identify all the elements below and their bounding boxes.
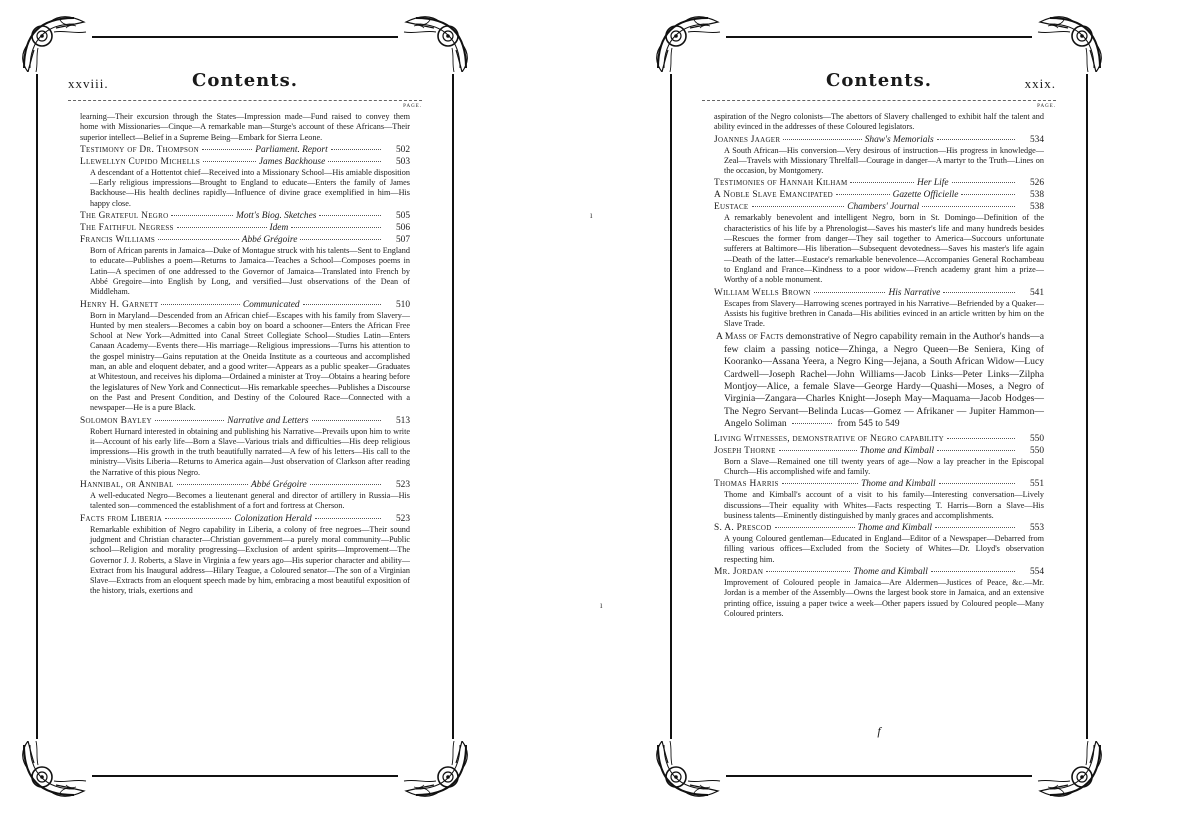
contents-entry xyxy=(714,478,1044,521)
leader-dots xyxy=(814,292,886,293)
leader-dots xyxy=(937,450,1015,451)
entry-name: The Grateful Negro xyxy=(80,211,169,222)
entry-name: The Faithful Negress xyxy=(80,223,174,234)
leader-dots xyxy=(766,571,850,572)
mass-of-facts-entry xyxy=(714,331,1044,430)
mass-text: demonstrative of Negro capability remain in the Author's hands—a few claim a passing notice—Zhinga, a Negro Queen—Be Seniera, King of Kooranko—Assana Yeera, a Negro King—Jejana, a South African Widow—Lucy Cardwell—Joseph Rachel—John Williams—Jacob Links—Peter Links—Zilpha Montjoy—Alice, a female Slave—George Hardy—Quashi—Moses, a Negro of Virginia—Zangara—Charles Knight—Joseph May—Maquama—Jacob Hodges—The Negro Servant—Belinda Lucas—Gomez — Afrikaner — Jupiter Hammon—Angelo Soliman xyxy=(724,331,1044,430)
entry-source: Narrative and Letters xyxy=(227,415,309,426)
entry-source: Mott's Biog. Sketches xyxy=(236,211,317,222)
leader-dots xyxy=(177,227,267,228)
entry-description: A descendant of a Hottentot chief—Received into a Missionary School—His amiable disposition—Early religious impressions—Brought to England to educate—Enters the family of James Backhouse—His health declines rapidly—Influence of divine grace exemplified in him—His happy close. xyxy=(90,167,410,208)
entry-description: Born in Maryland—Descended from an African chief—Escapes with his family from Slavery—Hunted by men stealers—Becomes a cabin boy on board a schooner—Enters the African Free School at New York—Admitted into Canal Street Collegiate School—Studies Latin—Enters Canaan Academy—Events there—His marriage—Religious impressions—Turns his attention to the gospel ministry—Gains reputation at the Oneida Institute as a courteous and accomplished man, an able and eloquent debater, and a good writer—Appears as a public speaker—Graduates at Whitestoun, and receives his diploma—Ordained a minister at Troy—Obtains a hearing before the legislatures of New York and Connecticut—His remarkable speeches—Publishes a Discourse on the Past and Present Condition, and Destiny of the Coloured Race—Connected with a newspaper—He is a pure Black. xyxy=(90,310,410,413)
corner-ornament-icon xyxy=(400,741,470,799)
entry-page: 503 xyxy=(395,156,410,167)
left-page xyxy=(20,14,470,799)
entry-name: Henry H. Garnett xyxy=(80,299,159,310)
corner-ornament-icon xyxy=(654,741,724,799)
entry-description: Improvement of Coloured people in Jamaica—Are Aldermen—Justices of Peace, &c.—Mr. Jordan is a member of the Assembly—Owns the largest book store in Jamaica, and an extensive printing office, issuing a paper twice a week—Other papers issued by Coloured people—Many Coloured printers. xyxy=(724,578,1044,618)
contents-entry xyxy=(80,479,410,512)
entry-source: Gazette Officielle xyxy=(892,190,959,201)
entry-source: Abbé Grégoire xyxy=(241,235,298,246)
leader-dots xyxy=(177,484,248,485)
entry-page: 554 xyxy=(1029,567,1044,578)
entry-page: 550 xyxy=(1029,445,1044,456)
header-rule xyxy=(702,100,1056,101)
entry-source: His Narrative xyxy=(888,287,941,298)
entry-page: 534 xyxy=(1029,134,1044,145)
contents-entry xyxy=(80,156,410,209)
right-page xyxy=(654,14,1104,799)
leader-dots xyxy=(312,420,381,421)
entry-page: 523 xyxy=(395,480,411,491)
leader-dots xyxy=(752,206,845,207)
leader-dots xyxy=(939,483,1015,484)
corner-ornament-icon xyxy=(1034,741,1104,799)
contents-entry xyxy=(714,177,1044,189)
leader-dots xyxy=(779,450,857,451)
entry-page: 541 xyxy=(1029,287,1045,298)
contents-list xyxy=(714,112,1044,620)
entry-name: Llewellyn Cupido Michells xyxy=(80,156,201,167)
leader-dots xyxy=(783,139,861,140)
contents-entry xyxy=(80,222,410,234)
page-title: Contents. xyxy=(826,70,932,91)
leader-dots xyxy=(310,484,381,485)
leader-dots xyxy=(850,182,914,183)
contents-entry xyxy=(714,201,1044,285)
leader-dots xyxy=(203,161,256,162)
border-top xyxy=(726,36,1032,38)
corner-ornament-icon xyxy=(400,14,470,72)
entry-name: Mr. Jordan xyxy=(714,567,764,578)
leader-dots xyxy=(171,215,233,216)
entry-page: 553 xyxy=(1029,523,1044,534)
leader-dots xyxy=(782,483,858,484)
contents-entry xyxy=(80,234,410,297)
entry-source: Thome and Kimball xyxy=(859,445,935,456)
entry-name: Eustace xyxy=(714,202,749,213)
page-column-label: PAGE. xyxy=(1037,104,1056,109)
border-top xyxy=(92,36,398,38)
leader-dots xyxy=(935,527,1015,528)
leader-dots xyxy=(775,527,855,528)
contents-entry xyxy=(80,415,410,478)
continued-text: aspiration of the Negro colonists—The abettors of Slavery challenged to exhibit half the talent and ability evinced in the addresses of these Coloured legislators. xyxy=(714,112,1044,132)
entry-source: Thome and Kimball xyxy=(861,479,936,490)
entry-page: 507 xyxy=(395,235,410,246)
entry-page: 506 xyxy=(395,223,411,234)
entry-description: Remarkable exhibition of Negro capability in Liberia, a colony of free negroes—Their sound judgment and Christian character—Christian government—a purely moral community—Public school—Religion and morality progressing—Exclusion of ardent spirits—Improvement—The Governor J. J. Roberts, a Slave in Virginia a few years ago—His superior character and ability—Extract from his Inaugural address—Hilary Teague, a Coloured senator—The son of a Virginian Slave—Extracts from an eloquent speech made by him, embracing a most beautiful exposition of the history, trials, exertions and xyxy=(90,524,410,596)
entry-name: Joannes Jaager xyxy=(714,134,781,145)
entry-description: A remarkably benevolent and intelligent Negro, born in St. Domingo—Definition of the characteristics of his life by a Phrenologist—Saves his master's life and many hundreds besides—Rescues the former from danger—They sail together to America—Succours unfortunate sufferers at Baltimore—His liberation—Subsequent devotedness—Saves his master's life again—Death of the latter—Eustace's remarkable benevolence—Accompanies General Rochambeau to England and France—Kindness to a poor widow—French academy grant him a prize—Worthy of a noble monument. xyxy=(724,213,1044,285)
leader-dots xyxy=(937,139,1015,140)
leader-dots xyxy=(961,194,1015,195)
entry-page: 523 xyxy=(395,513,411,524)
page-column-label: PAGE. xyxy=(403,104,422,109)
leader-dots xyxy=(319,215,381,216)
header-rule xyxy=(68,100,422,101)
leader-dots xyxy=(315,518,381,519)
contents-entry xyxy=(80,210,410,222)
leader-dots xyxy=(161,304,239,305)
leader-dots xyxy=(300,239,381,240)
entry-name: Solomon Bayley xyxy=(80,415,152,426)
entry-page: 551 xyxy=(1029,479,1044,490)
entry-name: Joseph Thorne xyxy=(714,445,776,456)
contents-entry xyxy=(714,522,1044,565)
border-left xyxy=(670,74,672,739)
gutter-mark: ı xyxy=(600,600,603,610)
entry-name: S. A. Prescod xyxy=(714,523,772,534)
entry-page: 513 xyxy=(395,415,410,426)
page-number: xxix. xyxy=(1024,76,1056,91)
entry-name: Facts from Liberia xyxy=(80,513,163,524)
entry-name: Living Witnesses, demonstrative of Negro capability xyxy=(714,433,944,444)
mass-lead: A Mass of Facts xyxy=(716,331,784,343)
entry-source: Thome and Kimball xyxy=(853,567,928,578)
corner-ornament-icon xyxy=(20,741,90,799)
entry-description: A young Coloured gentleman—Educated in England—Editor of a Newspaper—Debarred from filling various offices—Excluded from the Society of Whites—Dr. Lloyd's observation respecting him. xyxy=(724,534,1044,564)
contents-entry xyxy=(714,134,1044,177)
entry-source: Shaw's Memorials xyxy=(864,134,934,145)
entry-name: Testimony of Dr. Thompson xyxy=(80,144,199,155)
entry-description: Thome and Kimball's account of a visit to his family—Interesting conversation—Lively discussions—Their equality with Whites—Facts respecting T. Harris—Born a Slave—His business talents—Eminently distinguished by manly graces and accomplishments. xyxy=(724,490,1044,520)
contents-entry xyxy=(714,189,1044,201)
entry-source: James Backhouse xyxy=(258,156,326,167)
contents-entry xyxy=(80,513,410,597)
page-header xyxy=(68,70,422,98)
leader-dots xyxy=(931,571,1015,572)
leader-dots xyxy=(303,304,381,305)
entry-name: Hannibal, or Annibal xyxy=(80,480,174,491)
entry-name: A Noble Slave Emancipated xyxy=(714,190,834,201)
border-bottom xyxy=(726,775,1032,777)
entry-description: Robert Hurnard interested in obtaining and publishing his Narrative—Prevails upon him to write it—Account of his early life—Born a Slave—Various trials and difficulties—His deep religious impressions—His growth in the truth beautifully narrated—A few of his letters—His call to the ministry—Visits Liberia—Returns to America again—Just observation of Clarkson after reading the Narrative of this pious Negro. xyxy=(90,426,410,477)
printer-signature: f xyxy=(877,724,881,738)
entry-source: Her Life xyxy=(916,178,949,189)
leader-dots xyxy=(158,239,239,240)
entry-source: Parliament. Report xyxy=(255,144,328,155)
leader-dots xyxy=(291,227,381,228)
entry-description: Escapes from Slavery—Harrowing scenes portrayed in his Narrative—Befriended by a Quaker—Assists his fugitive brethren in Canada—His abilities evinced in an article written by him on the Slave Trade. xyxy=(724,298,1044,329)
leader-dots xyxy=(947,438,1015,439)
border-right xyxy=(452,74,454,739)
border-left xyxy=(36,74,38,739)
entry-source: Abbé Grégoire xyxy=(251,480,307,491)
entry-description: A South African—His conversion—Very desirous of instruction—His progress in knowledge—Zeal—Travels with Missionary Threlfall—Courage in danger—A martyr to the Truth—Lines on the occasion, by Montgomery. xyxy=(724,145,1044,176)
entry-source: Idem xyxy=(269,223,289,234)
entry-description: Born a Slave—Remained one till twenty years of age—Now a lay preacher in the Episcopal Church—His accomplished wife and family. xyxy=(724,456,1044,476)
gutter-mark: ı xyxy=(590,210,593,220)
contents-entry xyxy=(714,287,1044,330)
entry-name: Testimonies of Hannah Kilham xyxy=(714,178,848,189)
contents-list xyxy=(80,112,410,598)
entry-page: 538 xyxy=(1029,202,1044,213)
entry-page: 502 xyxy=(395,144,410,155)
leader-dots xyxy=(155,420,224,421)
corner-ornament-icon xyxy=(654,14,724,72)
entry-source: Communicated xyxy=(242,299,300,310)
entry-page: 505 xyxy=(395,211,410,222)
leader-dots xyxy=(331,149,381,150)
leader-dots xyxy=(952,182,1016,183)
entry-page: 526 xyxy=(1029,178,1044,189)
leader-dots xyxy=(836,194,890,195)
contents-entry xyxy=(714,445,1044,478)
continued-text: learning—Their excursion through the States—Impression made—Fund raised to convey them home with Missionaries—Cinque—A remarkable man—Sturge's account of these Africans—Their superior intellect—Belief in a Supreme Being—Embark for Sierra Leone. xyxy=(80,112,410,142)
contents-entry xyxy=(714,433,1044,445)
contents-entry xyxy=(80,299,410,414)
leader-dots xyxy=(922,206,1015,207)
contents-entry xyxy=(714,566,1044,619)
entry-name: Thomas Harris xyxy=(714,479,779,490)
mass-page: from 545 to 549 xyxy=(837,418,900,430)
entry-description: A well-educated Negro—Becomes a lieutenant general and director of artillery in Russia—His talented son—commenced the establishment of a fort and fortress at Cherson. xyxy=(90,491,410,511)
border-right xyxy=(1086,74,1088,739)
contents-entry xyxy=(80,144,410,156)
page-header xyxy=(702,70,1056,98)
leader-dots xyxy=(943,292,1015,293)
leader-dots xyxy=(328,161,381,162)
leader-dots xyxy=(165,518,231,519)
page-number: xxviii. xyxy=(68,76,109,91)
entry-page: 538 xyxy=(1029,190,1045,201)
entry-name: Francis Williams xyxy=(80,235,156,246)
page-title: Contents. xyxy=(192,70,298,91)
entry-source: Colonization Herald xyxy=(234,513,312,524)
entry-description: Born of African parents in Jamaica—Duke of Montague struck with his talents—Sent to England to educate—Publishes a poem—Returns to Jamaica—Teaches a School—Composes poems in Latin—A specimen of one addressed to the Governor of Jamaica—Translated into French by Abbé Gregoire—into English by Long, and versified—Just observations of the Dean of Middleham. xyxy=(90,246,410,297)
entry-page: 550 xyxy=(1029,433,1044,444)
entry-source: Thome and Kimball xyxy=(857,523,933,534)
entry-page: 510 xyxy=(395,299,410,310)
entry-name: William Wells Brown xyxy=(714,287,811,298)
corner-ornament-icon xyxy=(1034,14,1104,72)
leader-dots xyxy=(202,149,252,150)
corner-ornament-icon xyxy=(20,14,90,72)
entry-source: Chambers' Journal xyxy=(847,202,920,213)
border-bottom xyxy=(92,775,398,777)
